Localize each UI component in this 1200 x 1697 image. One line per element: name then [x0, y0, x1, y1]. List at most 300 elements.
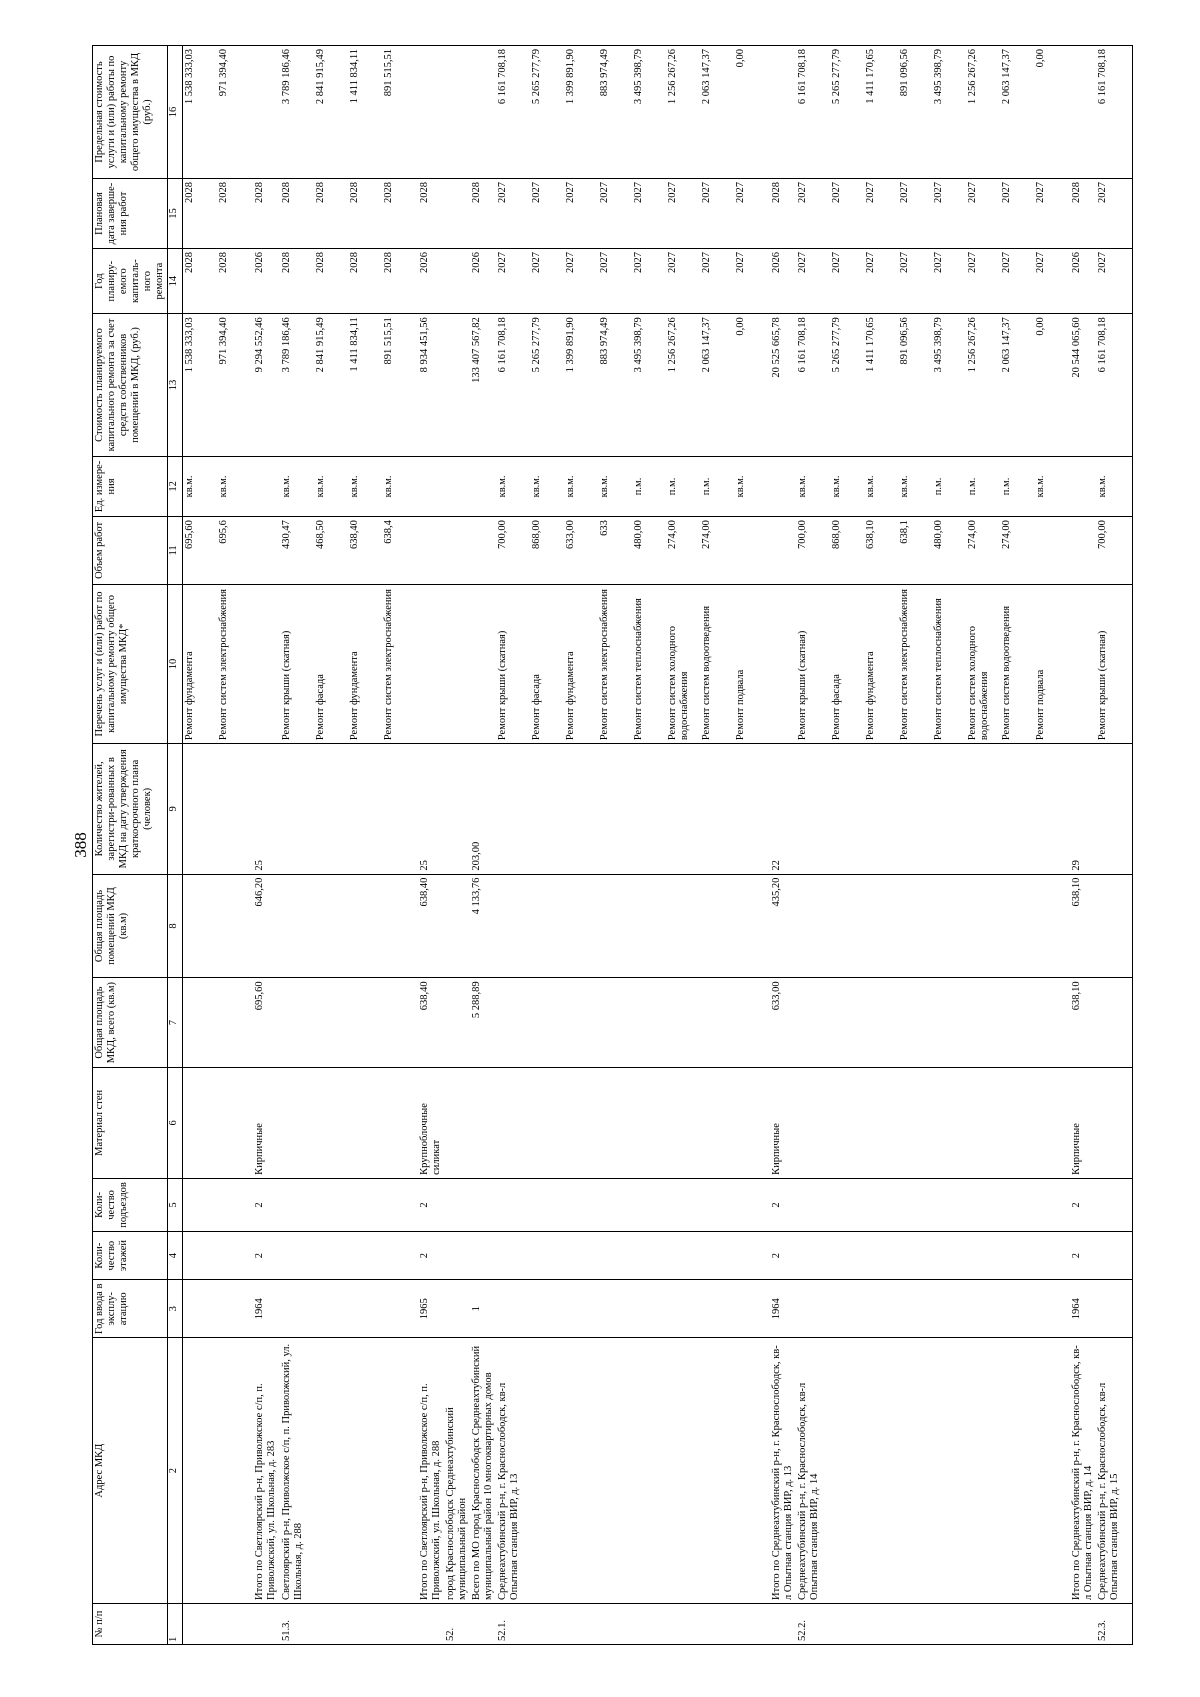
- total-area: 633,00: [770, 978, 796, 1067]
- volume-cell: [496, 517, 770, 585]
- year-value: 2027: [797, 252, 808, 274]
- column-number: 12: [168, 456, 183, 516]
- limit-cost-value: 3 495 398,79: [933, 49, 944, 105]
- unit-value: п.м.: [1001, 477, 1012, 496]
- year-value: 2027: [899, 252, 910, 274]
- year-value: 2027: [530, 252, 542, 274]
- unit-value: кв.м.: [496, 475, 508, 498]
- total-cost: 20 525 665,78: [770, 314, 796, 457]
- end-date-value: 2027: [666, 182, 678, 203]
- end-date-value: 2027: [1001, 182, 1012, 203]
- end-date-value: 2027: [865, 182, 876, 203]
- plan-year: 2026: [253, 249, 279, 314]
- year-value: 2028: [184, 252, 196, 274]
- column-number-row: [168, 46, 183, 1645]
- volume-value: 274,00: [967, 520, 978, 549]
- plan-year: 2026: [418, 249, 444, 314]
- limit-cost-value: 1 538 333,03: [184, 49, 196, 105]
- residents-count: 203,00: [470, 744, 496, 874]
- limit-cost-value: 971 394,40: [218, 49, 230, 97]
- limit-cost-cell: [496, 46, 770, 179]
- residents-count: 25: [253, 744, 279, 874]
- column-number: 9: [168, 744, 183, 874]
- unit-value: кв.м.: [564, 475, 576, 498]
- end-date-value: 2028: [184, 182, 196, 203]
- cost-value: 891 515,51: [382, 317, 394, 365]
- volume-value: 480,00: [933, 520, 944, 549]
- plan-year: 2026: [770, 249, 796, 314]
- work-item: Ремонт систем водоотведения: [1001, 605, 1012, 741]
- year-value: 2027: [967, 252, 978, 274]
- work-item: Ремонт систем электроснабжения: [598, 589, 610, 741]
- end-date-value: 2027: [632, 182, 644, 203]
- volume-cell: [280, 517, 418, 585]
- end-date-value: 2027: [734, 182, 746, 203]
- cost-value: 3 495 398,79: [632, 317, 644, 373]
- end-date-value: 2027: [797, 182, 808, 203]
- work-item: Ремонт систем водоотведения: [700, 605, 712, 741]
- table-row: [183, 46, 254, 1645]
- entrances-count: 2: [418, 1178, 444, 1231]
- cost-value: 5 265 277,79: [831, 317, 842, 373]
- header-cell: Общая площадь помещений МКД (кв.м): [93, 874, 168, 978]
- column-number: 15: [168, 179, 183, 249]
- address-cell: Итого по Среднеахтубинский р-н, г. Краснослободск, кв-л Опытная станция ВИР, д. 14: [1070, 1338, 1096, 1604]
- unit-value: кв.м.: [530, 475, 542, 498]
- address-cell: Всего по МО город Краснослободск Среднеахтубинский муниципальный район 10 многоквартирных домов: [470, 1338, 496, 1604]
- volume-value: 638,1: [899, 520, 910, 544]
- limit-cost-cell: [1096, 46, 1133, 179]
- cost-cell: [183, 314, 254, 457]
- work-item: Ремонт фундамента: [564, 651, 576, 741]
- work-item: Ремонт крыши (скатная): [1097, 630, 1109, 741]
- rotated-document-page: [70, 45, 1130, 1645]
- residents-count: 29: [1070, 744, 1096, 874]
- limit-cost-value: 0,00: [1035, 49, 1046, 68]
- volume-value: 695,60: [184, 520, 196, 549]
- limit-cost-value: 1 256 267,26: [666, 49, 678, 105]
- cost-value: 3 789 186,46: [280, 317, 292, 373]
- year-value: 2028: [348, 252, 360, 274]
- plan-year: 2026: [470, 249, 496, 314]
- volume-value: 700,00: [797, 520, 808, 549]
- limit-cost-value: 3 789 186,46: [280, 49, 292, 105]
- total-area: 695,60: [253, 978, 279, 1067]
- wall-material: Кирпичные: [770, 1067, 796, 1178]
- total-cost: 9 294 552,46: [253, 314, 279, 457]
- total-row: [770, 46, 796, 1645]
- commission-year: 1965: [418, 1280, 444, 1338]
- total-row: [1070, 46, 1096, 1645]
- year-value: 2027: [1035, 252, 1046, 274]
- column-number: 2: [168, 1338, 183, 1604]
- column-number: 3: [168, 1280, 183, 1338]
- limit-cost-value: 6 161 708,18: [1097, 49, 1109, 105]
- work-list-cell: [1096, 584, 1133, 743]
- end-date: 2028: [418, 179, 444, 249]
- cost-value: 1 411 170,65: [865, 317, 876, 372]
- limit-cost-value: 6 161 708,18: [797, 49, 808, 105]
- limit-cost-value: 3 495 398,79: [632, 49, 644, 105]
- limit-cost-value: 891 515,51: [382, 49, 394, 97]
- wall-material: Кирпичные: [253, 1067, 279, 1178]
- end-date: 2028: [470, 179, 496, 249]
- address-cell: Итого по Светлоярский р-н, Приволжское с/п, п. Приволжский, ул. Школьная, д. 283: [253, 1338, 279, 1604]
- year-cell: [1096, 249, 1133, 314]
- limit-cost-value: 0,00: [734, 49, 746, 68]
- header-cell: Предельная стоимость услуги и (или) работы по капитальному ремонту общего имущества в МКД (руб.): [93, 46, 168, 179]
- commission-year: 1964: [770, 1280, 796, 1338]
- rooms-area: 646,20: [253, 874, 279, 978]
- unit-cell: [280, 456, 418, 516]
- cost-value: 883 974,49: [598, 317, 610, 365]
- volume-value: 695,6: [218, 520, 230, 544]
- end-date: 2028: [253, 179, 279, 249]
- unit-value: кв.м.: [831, 475, 842, 498]
- cost-cell: [496, 314, 770, 457]
- unit-value: кв.м.: [348, 475, 360, 498]
- unit-cell: [496, 456, 770, 516]
- volume-cell: [1096, 517, 1133, 585]
- residents-count: 25: [418, 744, 444, 874]
- header-cell: № п/п: [93, 1603, 168, 1644]
- end-date-cell: [183, 179, 254, 249]
- cost-value: 1 538 333,03: [184, 317, 196, 373]
- work-item: Ремонт подвала: [1035, 669, 1046, 741]
- year-value: 2027: [734, 252, 746, 274]
- total-area: 638,40: [418, 978, 444, 1067]
- total-row: [418, 46, 444, 1645]
- end-date-value: 2027: [1097, 182, 1109, 203]
- header-cell: Коли-чество подъездов: [93, 1178, 168, 1231]
- column-number: 10: [168, 584, 183, 743]
- residents-count: 22: [770, 744, 796, 874]
- column-number: 7: [168, 978, 183, 1067]
- unit-value: п.м.: [700, 477, 712, 496]
- end-date-value: 2028: [314, 182, 326, 203]
- year-value: 2027: [564, 252, 576, 274]
- table-row: [280, 46, 418, 1645]
- cost-value: 891 096,56: [899, 317, 910, 365]
- work-item: Ремонт крыши (скатная): [496, 630, 508, 741]
- work-item: Ремонт фундамента: [865, 651, 876, 741]
- total-cost: 8 934 451,56: [418, 314, 444, 457]
- header-cell: Количество жителей, зарегистри-рованных в МКД на дату утверждения краткосрочного плана (человек): [93, 744, 168, 874]
- work-item: Ремонт систем холодного водоснабжения: [666, 625, 690, 741]
- volume-value: 274,00: [1001, 520, 1012, 549]
- cost-value: 6 161 708,18: [496, 317, 508, 373]
- cost-value: 1 411 834,11: [348, 317, 360, 372]
- work-item: Ремонт фундамента: [184, 651, 196, 741]
- header-cell: Объем работ: [93, 517, 168, 585]
- year-value: 2028: [218, 252, 230, 274]
- limit-cost-value: 5 265 277,79: [831, 49, 842, 105]
- cost-value: 971 394,40: [218, 317, 230, 365]
- table-row: [496, 46, 770, 1645]
- row-number: 52.3.: [1096, 1603, 1133, 1644]
- volume-value: 468,50: [314, 520, 326, 549]
- volume-value: 638,40: [348, 520, 360, 549]
- cost-value: 1 256 267,26: [666, 317, 678, 373]
- floors-count: 2: [418, 1232, 444, 1280]
- unit-value: кв.м.: [598, 475, 610, 498]
- unit-value: кв.м.: [382, 475, 394, 498]
- wall-material: Кирпичные: [1070, 1067, 1096, 1178]
- column-number: 13: [168, 314, 183, 457]
- year-value: 2028: [280, 252, 292, 274]
- unit-value: кв.м.: [734, 475, 746, 498]
- cost-value: 2 063 147,37: [1001, 317, 1012, 373]
- end-date-value: 2028: [382, 182, 394, 203]
- header-cell: Стоимость планируемого капитального ремонта за счет средств собственников помещений в МКД, (руб.): [93, 314, 168, 457]
- year-value: 2027: [933, 252, 944, 274]
- total-cost: 20 544 065,60: [1070, 314, 1096, 457]
- unit-value: кв.м.: [1097, 475, 1109, 498]
- cost-cell: [280, 314, 418, 457]
- year-cell: [496, 249, 770, 314]
- unit-value: кв.м.: [314, 475, 326, 498]
- page-number: 388: [71, 832, 90, 858]
- header-cell: Адрес МКД: [93, 1338, 168, 1604]
- end-date: 2028: [1070, 179, 1096, 249]
- volume-value: 700,00: [1097, 520, 1109, 549]
- floors-count: 2: [1070, 1232, 1096, 1280]
- cost-cell: [796, 314, 1070, 457]
- section-row: [444, 46, 470, 1645]
- limit-cost-value: 883 974,49: [598, 49, 610, 97]
- work-item: Ремонт фасада: [314, 674, 326, 741]
- end-date-value: 2027: [530, 182, 542, 203]
- unit-value: п.м.: [666, 477, 678, 496]
- volume-cell: [796, 517, 1070, 585]
- volume-value: 274,00: [700, 520, 712, 549]
- address-cell: Среднеахтубинский р-н, г. Краснослободск, кв-л Опытная станция ВИР, д. 15: [1096, 1338, 1133, 1604]
- unit-value: кв.м.: [184, 475, 196, 498]
- row-number: 52.2.: [796, 1603, 1070, 1644]
- unit-value: кв.м.: [899, 475, 910, 498]
- work-list-cell: [280, 584, 418, 743]
- end-date-value: 2027: [564, 182, 576, 203]
- row-number: 51.3.: [280, 1603, 418, 1644]
- work-item: Ремонт систем электроснабжения: [899, 589, 910, 741]
- entrances-count: 2: [1070, 1178, 1096, 1231]
- volume-value: 700,00: [496, 520, 508, 549]
- header-cell: Материал стен: [93, 1067, 168, 1178]
- volume-value: 480,00: [632, 520, 644, 549]
- table-row: [1096, 46, 1133, 1645]
- work-item: Ремонт подвала: [734, 669, 746, 741]
- entrances-count: 2: [253, 1178, 279, 1231]
- volume-value: 868,00: [831, 520, 842, 549]
- year-value: 2027: [666, 252, 678, 274]
- address-cell: Среднеахтубинский р-н, г. Краснослободск, кв-л Опытная станция ВИР, д. 14: [796, 1338, 1070, 1604]
- header-cell: Год планиру-емого капиталь-ного ремонта: [93, 249, 168, 314]
- header-cell: Общая площадь МКД, всего (кв.м): [93, 978, 168, 1067]
- end-date-cell: [496, 179, 770, 249]
- end-date-cell: [796, 179, 1070, 249]
- column-number: 6: [168, 1067, 183, 1178]
- limit-cost-value: 6 161 708,18: [496, 49, 508, 105]
- end-date-cell: [280, 179, 418, 249]
- volume-value: 633,00: [564, 520, 576, 549]
- work-item: Ремонт крыши (скатная): [280, 630, 292, 741]
- end-date-value: 2027: [899, 182, 910, 203]
- cost-value: 0,00: [734, 317, 746, 336]
- end-date-value: 2027: [933, 182, 944, 203]
- year-value: 2027: [598, 252, 610, 274]
- limit-cost-value: 1 411 170,65: [865, 49, 876, 104]
- limit-cost-cell: [183, 46, 254, 179]
- unit-value: кв.м.: [218, 475, 230, 498]
- limit-cost-value: 891 096,56: [899, 49, 910, 97]
- unit-value: кв.м.: [1035, 475, 1046, 498]
- year-cell: [280, 249, 418, 314]
- entrances-count: 2: [770, 1178, 796, 1231]
- total-row: [253, 46, 279, 1645]
- limit-cost-value: 1 411 834,11: [348, 49, 360, 104]
- year-value: 2027: [1097, 252, 1109, 274]
- year-value: 2027: [632, 252, 644, 274]
- rooms-area: 435,20: [770, 874, 796, 978]
- address-cell: Среднеахтубинский р-н, г. Краснослободск, кв-л Опытная станция ВИР, д. 13: [496, 1338, 770, 1604]
- year-value: 2028: [382, 252, 394, 274]
- cost-value: 3 495 398,79: [933, 317, 944, 373]
- cost-value: 5 265 277,79: [530, 317, 542, 373]
- row-number: 52.: [444, 1603, 470, 1644]
- limit-cost-cell: [280, 46, 418, 179]
- total-area: 638,10: [1070, 978, 1096, 1067]
- column-number: 11: [168, 517, 183, 585]
- column-number: 8: [168, 874, 183, 978]
- year-cell: [796, 249, 1070, 314]
- work-item: Ремонт фундамента: [348, 651, 360, 741]
- volume-value: 638,4: [382, 520, 394, 544]
- limit-cost-cell: [796, 46, 1070, 179]
- cost-value: 2 841 915,49: [314, 317, 326, 373]
- total-row: [470, 46, 496, 1645]
- rooms-area: 638,10: [1070, 874, 1096, 978]
- cost-value: 6 161 708,18: [797, 317, 808, 373]
- work-item: Ремонт систем теплоснабжения: [933, 598, 944, 741]
- volume-value: 633: [598, 520, 610, 536]
- volume-value: 274,00: [666, 520, 678, 549]
- year-cell: [183, 249, 254, 314]
- unit-cell: [796, 456, 1070, 516]
- end-date-value: 2027: [598, 182, 610, 203]
- volume-value: 638,10: [865, 520, 876, 549]
- unit-cell: [1096, 456, 1133, 516]
- unit-value: п.м.: [967, 477, 978, 496]
- header-cell: Год ввода в эксплу-атацию: [93, 1280, 168, 1338]
- work-list-cell: [496, 584, 770, 743]
- limit-cost-value: 1 256 267,26: [967, 49, 978, 105]
- volume-value: [735, 520, 769, 581]
- unit-value: кв.м.: [280, 475, 292, 498]
- address-cell: Итого по Среднеахтубинский р-н, г. Краснослободск, кв-л Опытная станция ВИР, д. 13: [770, 1338, 796, 1604]
- work-item: Ремонт систем электроснабжения: [218, 589, 230, 741]
- year-value: 2027: [496, 252, 508, 274]
- year-value: 2028: [314, 252, 326, 274]
- end-date-value: 2027: [967, 182, 978, 203]
- floors-count: 2: [253, 1232, 279, 1280]
- plan-year: 2026: [1070, 249, 1096, 314]
- year-value: 2027: [1001, 252, 1012, 274]
- end-date-value: 2028: [348, 182, 360, 203]
- volume-cell: [183, 517, 254, 585]
- year-value: 2027: [700, 252, 712, 274]
- work-item: Ремонт фасада: [831, 674, 842, 741]
- end-date-value: 2027: [496, 182, 508, 203]
- unit-value: п.м.: [632, 477, 644, 496]
- commission-year: 1964: [1070, 1280, 1096, 1338]
- column-number: 5: [168, 1178, 183, 1231]
- unit-value: кв.м.: [797, 475, 808, 498]
- work-list-cell: [796, 584, 1070, 743]
- header-cell: Ед. измере-ния: [93, 456, 168, 516]
- total-cost: 133 407 567,82: [470, 314, 496, 457]
- table-row: [796, 46, 1070, 1645]
- column-number: 1: [168, 1603, 183, 1644]
- work-item: Ремонт крыши (скатная): [797, 630, 808, 741]
- limit-cost-value: 2 063 147,37: [700, 49, 712, 105]
- end-date-cell: [1096, 179, 1133, 249]
- header-row: [93, 46, 168, 1645]
- cost-cell: [1096, 314, 1133, 457]
- end-date-value: 2028: [218, 182, 230, 203]
- wall-material: Крупноблочные силикат: [418, 1067, 444, 1178]
- unit-value: кв.м.: [865, 475, 876, 498]
- commission-year: 1964: [253, 1280, 279, 1338]
- work-item: Ремонт фасада: [530, 674, 542, 741]
- cost-value: 2 063 147,37: [700, 317, 712, 373]
- cost-value: 0,00: [1035, 317, 1046, 336]
- limit-cost-value: 2 841 915,49: [314, 49, 326, 105]
- year-value: 2027: [831, 252, 842, 274]
- work-list-cell: [183, 584, 254, 743]
- unit-value: п.м.: [933, 477, 944, 496]
- end-date-value: 2027: [831, 182, 842, 203]
- work-item: Ремонт систем теплоснабжения: [632, 598, 644, 741]
- header-cell: Плановая дата заверше-ния работ: [93, 179, 168, 249]
- limit-cost-value: 5 265 277,79: [530, 49, 542, 105]
- unit-cell: [183, 456, 254, 516]
- rooms-area: 638,40: [418, 874, 444, 978]
- limit-cost-value: 2 063 147,37: [1001, 49, 1012, 105]
- total-area: 5 288,89: [470, 978, 496, 1067]
- column-number: 14: [168, 249, 183, 314]
- column-number: 16: [168, 46, 183, 179]
- header-cell: Перечень услуг и (или) работ по капитальному ремонту общего имущества МКД*: [93, 584, 168, 743]
- floors-count: 2: [770, 1232, 796, 1280]
- cost-value: 1 256 267,26: [967, 317, 978, 373]
- cost-value: 6 161 708,18: [1097, 317, 1109, 373]
- volume-value: 868,00: [530, 520, 542, 549]
- volume-value: [1035, 520, 1069, 581]
- volume-value: 430,47: [280, 520, 292, 549]
- column-number: 4: [168, 1232, 183, 1280]
- limit-cost-value: 1 399 891,90: [564, 49, 576, 105]
- year-value: 2027: [865, 252, 876, 274]
- header-cell: Коли-чество этажей: [93, 1232, 168, 1280]
- work-item: Ремонт систем холодного водоснабжения: [967, 625, 991, 741]
- end-date-value: 2027: [700, 182, 712, 203]
- work-item: Ремонт систем электроснабжения: [382, 589, 394, 741]
- address-cell: Итого по Светлоярский р-н, Приволжское с/п, п. Приволжский, ул. Школьная, д. 288: [418, 1338, 444, 1604]
- end-date-value: 2028: [280, 182, 292, 203]
- rooms-area: 4 133,76: [470, 874, 496, 978]
- row-number: 52.1.: [496, 1603, 770, 1644]
- address-cell: город Краснослободск Среднеахтубинский муниципальный район: [444, 1338, 470, 1604]
